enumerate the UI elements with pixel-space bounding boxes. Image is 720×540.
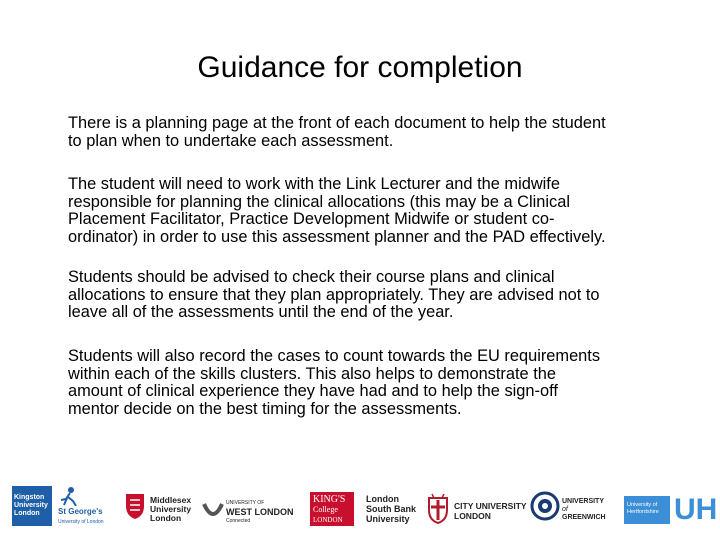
running-figure-icon [58,486,80,506]
university-of-greenwich-logo: UNIVERSITY of GREENWICH [530,482,610,532]
partner-logos-strip [0,482,720,538]
kings-college-london-logo: KING'S College LONDON [310,482,356,532]
paragraph-link-lecturer: The student will need to work with the Link Lecturer and the midwife responsible for planning the clinical allocations (this may be a Clinical Placement Facilitator, Practice Development Midwife or student co- ordinator) in order to use this assessment planner and the PAD effectively. [68,175,606,246]
city-university-london-logo: CITY UNIVERSITY LONDON [426,482,526,532]
uwl-swoosh-icon [202,500,224,522]
middlesex-shield-icon [124,492,146,520]
paragraph-planning-page: There is a planning page at the front of each document to help the student to plan when to undertake each assessment. [68,114,606,150]
greenwich-crest-icon [530,488,560,524]
kingston-university-logo: Kingston University London [12,482,54,532]
st-georges-logo: St George's University of London [56,482,114,532]
paragraph-eu-requirements: Students will also record the cases to count towards the EU requirements within each of the skills clusters. This also helps to demonstrate the amount of clinical experience they have had and to help the sign-off mentor decide on the best timing for the assessments. [68,347,601,418]
city-crest-icon [426,492,450,524]
university-of-west-london-logo: UNIVERSITY OF WEST LONDON Connected [200,482,300,532]
uh-monogram: UH [674,493,718,526]
middlesex-university-logo: Middlesex University London [122,482,192,532]
paragraph-course-plans: Students should be advised to check their course plans and clinical allocations to ensure that they plan appropriately. They are advised not to leave all of the assessments until the end of the year. [68,268,600,321]
university-of-hertfordshire-logo: University of Hertfordshire UH [624,482,714,532]
page-title: Guidance for completion [197,51,523,84]
london-south-bank-university-logo: London South Bank University [366,494,417,524]
